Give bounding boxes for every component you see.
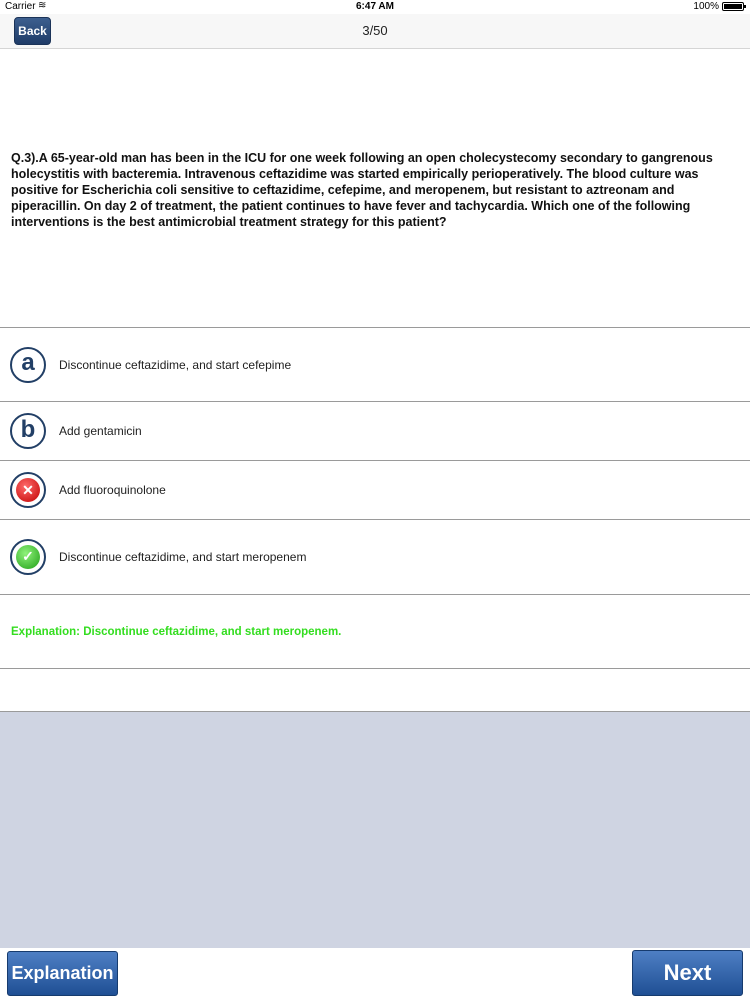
correct-answer-icon bbox=[10, 539, 46, 575]
answer-option-a[interactable] bbox=[0, 327, 750, 401]
option-b-icon: b bbox=[10, 413, 46, 449]
battery-percent: 100% bbox=[693, 1, 719, 12]
question-counter: 3/50 bbox=[362, 23, 388, 38]
answer-option-d[interactable] bbox=[0, 519, 750, 593]
option-label: Add gentamicin bbox=[59, 424, 142, 438]
option-label: Discontinue ceftazidime, and start meropenem bbox=[59, 549, 307, 564]
answer-options bbox=[0, 327, 750, 593]
check-icon: ✓ bbox=[16, 545, 40, 569]
option-label: Discontinue ceftazidime, and start cefepime bbox=[59, 357, 292, 372]
wrong-answer-icon bbox=[10, 472, 46, 508]
status-bar bbox=[0, 0, 750, 14]
question-text: Q.3).A 65-year-old man has been in the ICU for one week following an open cholecystecomy secondary to gangrenous holecystitis with bacteremia. Intravenous ceftazidime was started empirically perioperatively. The blood culture was positive for Escherichia coli sensitive to ceftazidime, cefepime, and meropenem, but resistant to aztreonam and piperacillin. On day 2 of treatment, the patient continues to have fever and tachycardia. Which one of the following interventions is the best antimicrobial treatment strategy for this patient? bbox=[11, 151, 713, 229]
next-button[interactable]: Next bbox=[632, 950, 743, 996]
carrier-label: Carrier bbox=[5, 1, 36, 12]
explanation-button[interactable]: Explanation bbox=[7, 951, 118, 996]
answer-option-b[interactable] bbox=[0, 401, 750, 460]
explanation-row bbox=[0, 594, 750, 668]
battery-icon bbox=[722, 2, 744, 11]
wifi-icon: ≋ bbox=[38, 0, 47, 11]
clock: 6:47 AM bbox=[356, 1, 394, 12]
option-label: Add fluoroquinolone bbox=[59, 483, 166, 497]
empty-row bbox=[0, 668, 750, 712]
option-a-icon: a bbox=[10, 347, 46, 383]
answer-option-c[interactable] bbox=[0, 460, 750, 519]
back-button[interactable]: Back bbox=[14, 17, 51, 45]
nav-bar bbox=[0, 14, 750, 49]
content-background bbox=[0, 712, 750, 948]
explanation-text: Explanation: Discontinue ceftazidime, and start meropenem. bbox=[11, 626, 342, 638]
cross-icon: ✕ bbox=[16, 478, 40, 502]
battery-indicator bbox=[693, 1, 744, 12]
bottom-toolbar bbox=[0, 948, 750, 1000]
